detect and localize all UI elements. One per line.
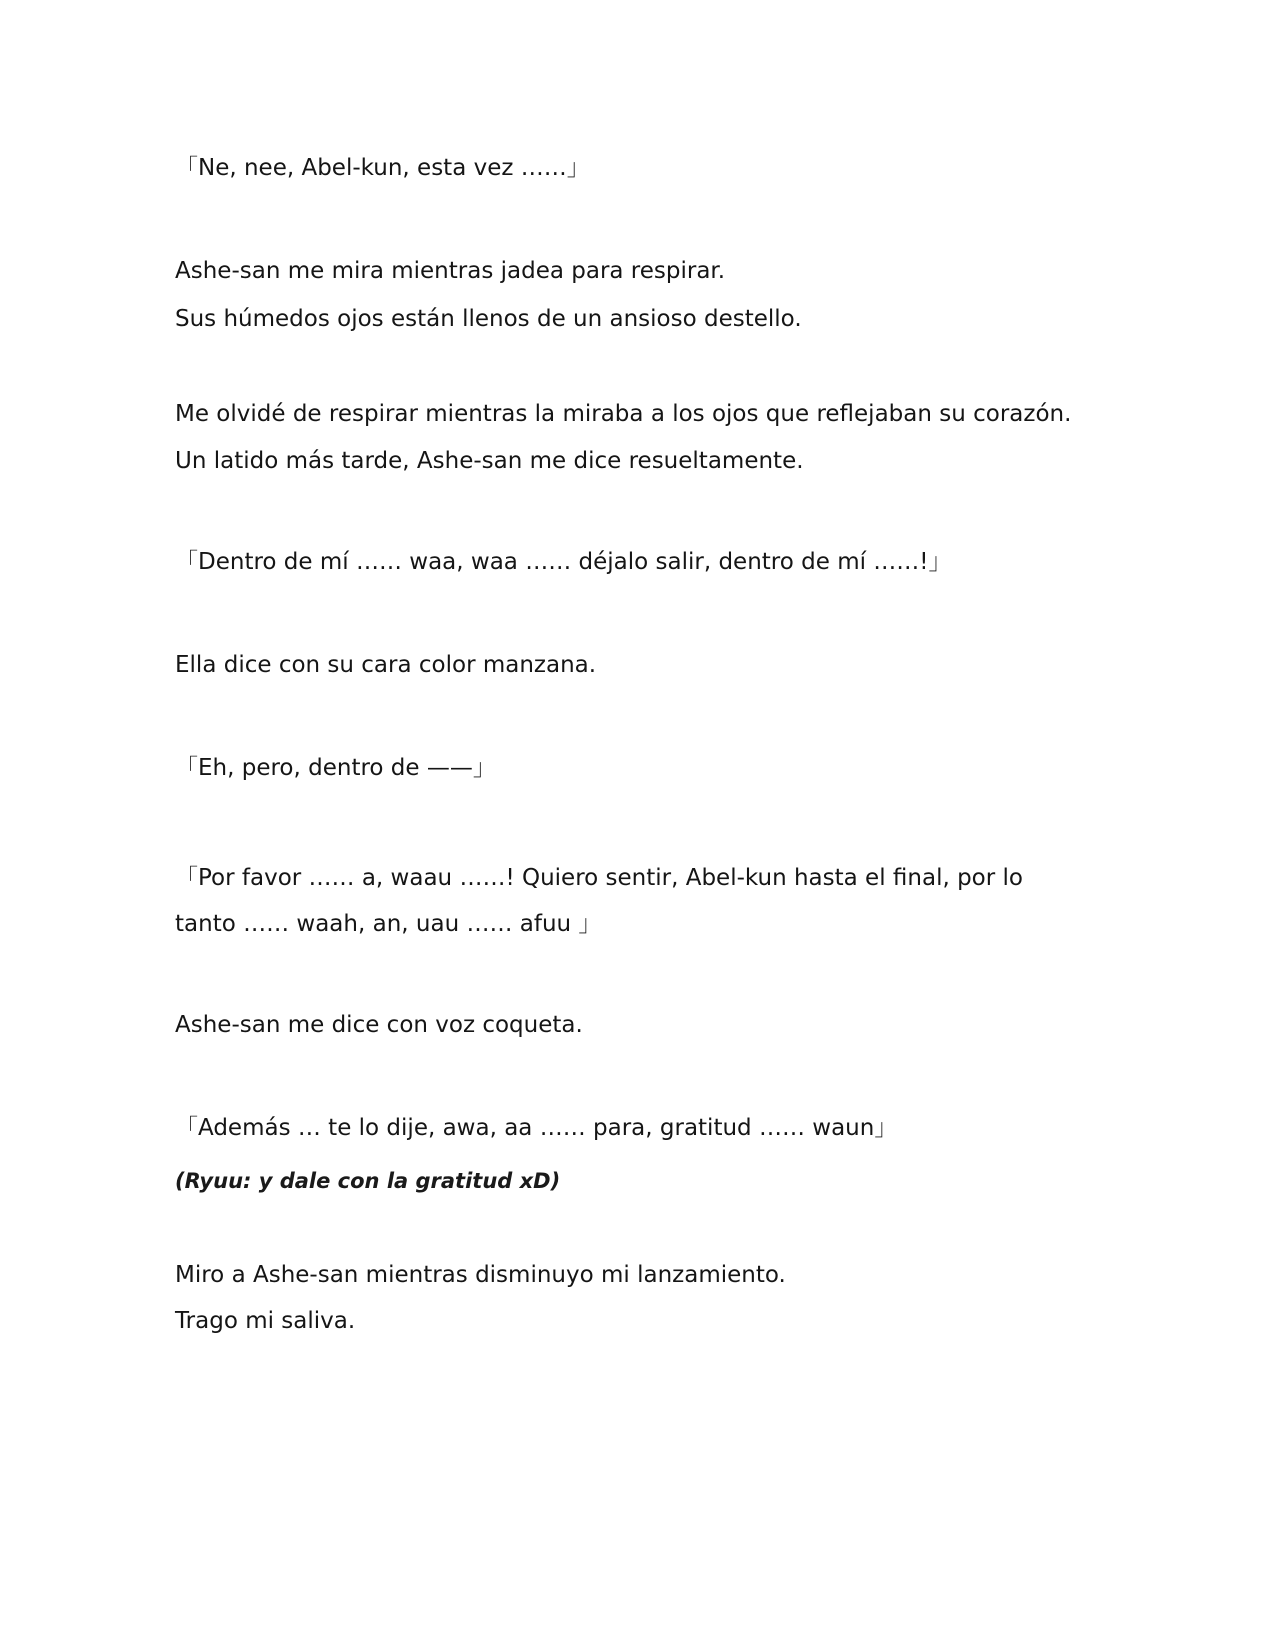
narration-line: Me olvidé de respirar mientras la miraba a los ojos que reflejaban su corazón. <box>175 401 1072 427</box>
narration-line: Ashe-san me mira mientras jadea para respirar. <box>175 258 726 284</box>
dialogue-line: 「Por favor …… a, waau ……! Quiero sentir, Abel-kun hasta el final, por lo <box>175 865 1023 891</box>
narration-line: Trago mi saliva. <box>175 1308 356 1334</box>
dialogue-line: 「Eh, pero, dentro de ——」 <box>175 755 496 781</box>
narration-line: Ashe-san me dice con voz coqueta. <box>175 1012 583 1038</box>
dialogue-line: 「Ne, nee, Abel-kun, esta vez ……」 <box>175 155 590 181</box>
narration-line: Un latido más tarde, Ashe-san me dice resueltamente. <box>175 448 804 474</box>
narration-line: Ella dice con su cara color manzana. <box>175 652 597 678</box>
dialogue-line: 「Además … te lo dije, awa, aa …… para, gratitud …… waun」 <box>175 1115 898 1141</box>
dialogue-line: 「Dentro de mí …… waa, waa …… déjalo salir, dentro de mí ……!」 <box>175 549 952 575</box>
narration-line: Miro a Ashe-san mientras disminuyo mi lanzamiento. <box>175 1262 786 1288</box>
narration-line: Sus húmedos ojos están llenos de un ansioso destello. <box>175 306 802 332</box>
dialogue-line-continuation: tanto …… waah, an, uau …… afuu 」 <box>175 911 602 937</box>
translator-note: (Ryuu: y dale con la gratitud xD) <box>175 1169 561 1193</box>
